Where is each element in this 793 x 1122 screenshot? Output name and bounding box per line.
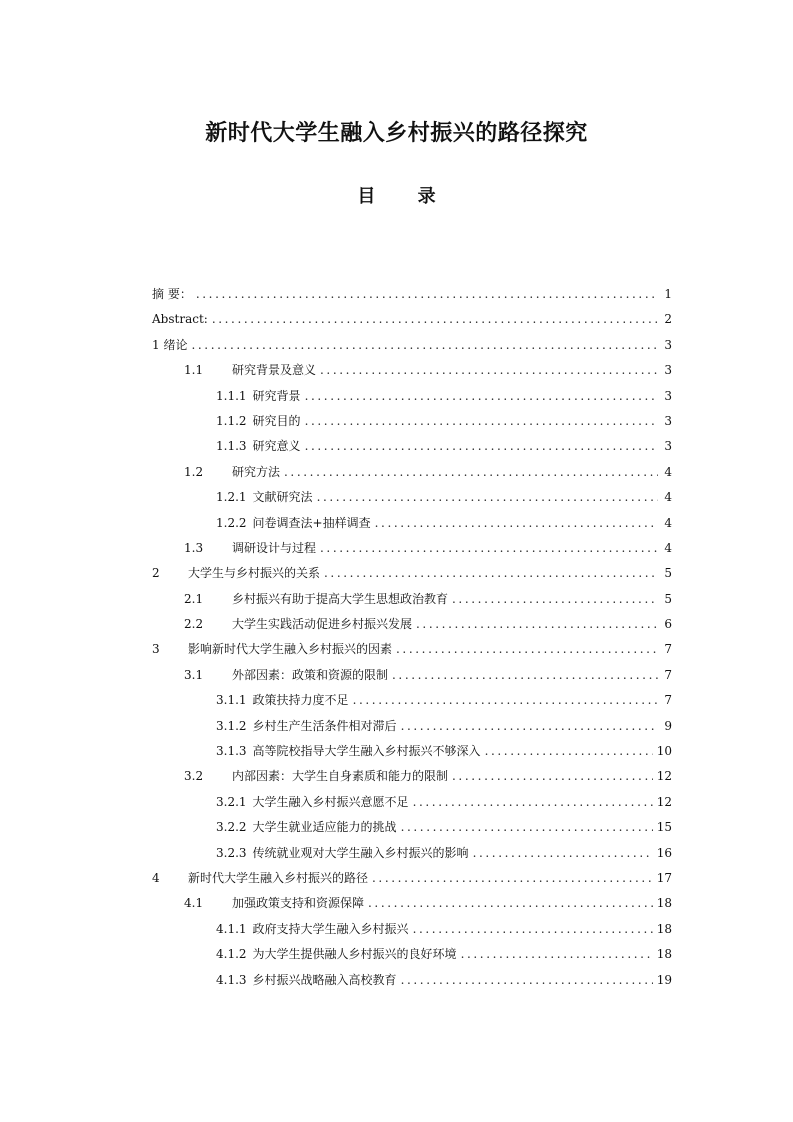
- toc-entry-text: 政策扶持力度不足: [252, 693, 349, 708]
- toc-page-number: 6: [664, 617, 672, 632]
- toc-page-number: 3: [664, 363, 672, 378]
- toc-leader: [368, 891, 653, 916]
- toc-entry-text: 乡村振兴有助于提高大学生思想政治教育: [232, 591, 449, 606]
- toc-entry-text: 内部因素：大学生自身素质和能力的限制: [232, 769, 449, 784]
- toc-leader: [452, 764, 653, 789]
- toc-leader: [413, 790, 653, 815]
- toc-heading: 目 录: [357, 186, 454, 207]
- toc-page-number: 1: [664, 287, 672, 301]
- toc-page-number: 10: [656, 744, 672, 759]
- toc-leader: [401, 815, 653, 840]
- toc-section-number: 4.1.2: [216, 947, 247, 962]
- toc-entry-2-1[interactable]: [152, 587, 672, 612]
- toc-leader: [284, 460, 658, 485]
- toc-entry-1-1[interactable]: [152, 358, 672, 383]
- toc-entry-text: 影响新时代大学生融入乡村振兴的因素: [188, 642, 393, 657]
- toc-entry-3-1-1[interactable]: [152, 688, 672, 713]
- toc-page-number: 3: [664, 413, 672, 428]
- toc-entry-1-2-2[interactable]: [152, 511, 672, 536]
- toc-page-number: 5: [664, 566, 672, 581]
- toc-page-number: 7: [664, 667, 672, 682]
- toc-entry-text: 文献研究法: [252, 490, 313, 505]
- toc-section-number: 3.2.1: [216, 794, 247, 809]
- toc-entry-3-2-1[interactable]: [152, 790, 672, 815]
- toc-page-number: 17: [656, 870, 672, 885]
- document-title: 新时代大学生融入乡村振兴的路径探究: [205, 121, 588, 146]
- toc-leader: [372, 866, 653, 891]
- toc-section-number: 4: [152, 870, 160, 885]
- toc-entry-1-1-3[interactable]: [152, 434, 672, 459]
- toc-leader: [401, 968, 653, 993]
- toc-section-number: 1.2.2: [216, 515, 247, 530]
- toc-leader: [317, 485, 658, 510]
- toc-entry-abstract-cn[interactable]: [152, 282, 672, 307]
- toc-section-number: 3.1.1: [216, 693, 247, 708]
- toc-entry-text: 大学生就业适应能力的挑战: [252, 820, 397, 835]
- toc-page-number: 18: [656, 896, 672, 911]
- toc-entry-text: 大学生与乡村振兴的关系: [188, 566, 321, 581]
- toc-page-number: 5: [664, 591, 672, 606]
- toc-entry-text: 研究背景及意义: [232, 363, 317, 378]
- toc-leader: [396, 637, 658, 662]
- toc-leader: [461, 942, 653, 967]
- toc-entry-text: 乡村生产生活条件相对滞后: [252, 718, 397, 733]
- toc-page-number: 4: [664, 515, 672, 530]
- toc-entry-1-1-1[interactable]: [152, 384, 672, 409]
- toc-entry-text: Abstract:: [152, 312, 208, 327]
- toc-page-number: 7: [664, 693, 672, 708]
- toc-entry-3-2-3[interactable]: [152, 841, 672, 866]
- toc-section-number: 1.1: [184, 363, 204, 378]
- toc-entry-text: 摘 要：: [152, 287, 192, 301]
- toc-entry-1-3[interactable]: [152, 536, 672, 561]
- toc-section-number: 3.2: [184, 769, 204, 784]
- toc-section-number: 3.1: [184, 667, 204, 682]
- toc-section-number: 1.2: [184, 464, 204, 479]
- toc-entry-text: 加强政策支持和资源保障: [232, 896, 365, 911]
- toc-entry-3-1-3[interactable]: [152, 739, 672, 764]
- toc-entry-chapter-1[interactable]: [152, 333, 672, 358]
- toc-page-number: 12: [656, 794, 672, 809]
- toc-leader: [473, 841, 653, 866]
- toc-entry-1-2[interactable]: [152, 460, 672, 485]
- toc-section-number: 2.2: [184, 617, 204, 632]
- toc-entry-chapter-3[interactable]: [152, 637, 672, 662]
- toc-leader: [320, 536, 658, 561]
- toc-leader: [416, 612, 658, 637]
- toc-section-number: 3.1.3: [216, 744, 247, 759]
- toc-leader: [324, 561, 658, 586]
- toc-leader: [485, 739, 653, 764]
- toc-entry-chapter-4[interactable]: [152, 866, 672, 891]
- toc-page-number: 18: [656, 921, 672, 936]
- toc-entry-4-1-2[interactable]: [152, 942, 672, 967]
- toc-section-number: 3: [152, 642, 160, 657]
- toc-section-number: 1.1.3: [216, 439, 247, 454]
- toc-entry-text: 调研设计与过程: [232, 540, 317, 555]
- toc-leader: [305, 434, 658, 459]
- toc-leader: [212, 307, 658, 332]
- toc-entry-text: 新时代大学生融入乡村振兴的路径: [188, 870, 369, 885]
- toc-entry-4-1-3[interactable]: [152, 968, 672, 993]
- toc-page-number: 2: [664, 312, 672, 327]
- toc-section-number: 2.1: [184, 591, 204, 606]
- toc-entry-abstract-en[interactable]: [152, 307, 672, 332]
- toc-entry-2-2[interactable]: [152, 612, 672, 637]
- toc-section-number: 1.1.2: [216, 413, 247, 428]
- toc-leader: [320, 358, 658, 383]
- toc-page-number: 18: [656, 947, 672, 962]
- toc-entry-chapter-2[interactable]: [152, 561, 672, 586]
- toc-section-number: 1.1.1: [216, 388, 247, 403]
- toc-entry-1-1-2[interactable]: [152, 409, 672, 434]
- toc-entry-text: 问卷调查法+抽样调查: [252, 515, 371, 530]
- toc-leader: [353, 688, 658, 713]
- toc-page-number: 4: [664, 490, 672, 505]
- toc-entry-text: 大学生融入乡村振兴意愿不足: [252, 794, 409, 809]
- toc-entry-4-1-1[interactable]: [152, 917, 672, 942]
- toc-section-number: 4.1.1: [216, 921, 247, 936]
- toc-entry-3-1[interactable]: [152, 663, 672, 688]
- table-of-contents: [152, 282, 672, 993]
- toc-entry-text: 研究方法: [232, 464, 281, 479]
- toc-entry-text: 政府支持大学生融入乡村振兴: [252, 921, 409, 936]
- toc-page-number: 3: [664, 439, 672, 454]
- toc-entry-text: 外部因素：政策和资源的限制: [232, 667, 389, 682]
- toc-page-number: 4: [664, 540, 672, 555]
- toc-section-number: 3.2.3: [216, 845, 247, 860]
- toc-entry-text: 为大学生提供融人乡村振兴的良好环境: [252, 947, 457, 962]
- toc-entry-text: 高等院校指导大学生融入乡村振兴不够深入: [252, 744, 481, 759]
- toc-page-number: 3: [664, 337, 672, 352]
- toc-leader: [196, 282, 658, 307]
- toc-entry-text: 乡村振兴战略融入高校教育: [252, 972, 397, 987]
- toc-entry-4-1[interactable]: [152, 891, 672, 916]
- toc-entry-text: 传统就业观对大学生融入乡村振兴的影响: [252, 845, 469, 860]
- toc-leader: [452, 587, 658, 612]
- toc-page-number: 7: [664, 642, 672, 657]
- toc-leader: [305, 384, 658, 409]
- toc-page-number: 19: [656, 972, 672, 987]
- toc-section-number: 3.2.2: [216, 820, 247, 835]
- toc-leader: [375, 511, 658, 536]
- toc-leader: [392, 663, 658, 688]
- toc-leader: [413, 917, 653, 942]
- toc-section-number: 3.1.2: [216, 718, 247, 733]
- toc-page-number: 3: [664, 388, 672, 403]
- toc-section-number: 1.3: [184, 540, 204, 555]
- toc-entry-3-1-2[interactable]: [152, 714, 672, 739]
- toc-section-number: 2: [152, 566, 160, 581]
- toc-entry-text: 研究背景: [252, 388, 301, 403]
- toc-entry-3-2[interactable]: [152, 764, 672, 789]
- toc-leader: [401, 714, 658, 739]
- toc-page-number: 15: [656, 820, 672, 835]
- toc-page-number: 12: [656, 769, 672, 784]
- toc-page-number: 16: [656, 845, 672, 860]
- toc-entry-text: 研究意义: [252, 439, 301, 454]
- toc-section-number: 4.1: [184, 896, 204, 911]
- toc-entry-text: 大学生实践活动促进乡村振兴发展: [232, 617, 413, 632]
- toc-entry-text: 1 绪论: [152, 337, 188, 352]
- toc-section-number: 1.2.1: [216, 490, 247, 505]
- toc-entry-text: 研究目的: [252, 413, 301, 428]
- toc-page-number: 9: [664, 718, 672, 733]
- toc-leader: [305, 409, 658, 434]
- toc-section-number: 4.1.3: [216, 972, 247, 987]
- toc-entry-1-2-1[interactable]: [152, 485, 672, 510]
- toc-page-number: 4: [664, 464, 672, 479]
- toc-leader: [191, 333, 658, 358]
- toc-entry-3-2-2[interactable]: [152, 815, 672, 840]
